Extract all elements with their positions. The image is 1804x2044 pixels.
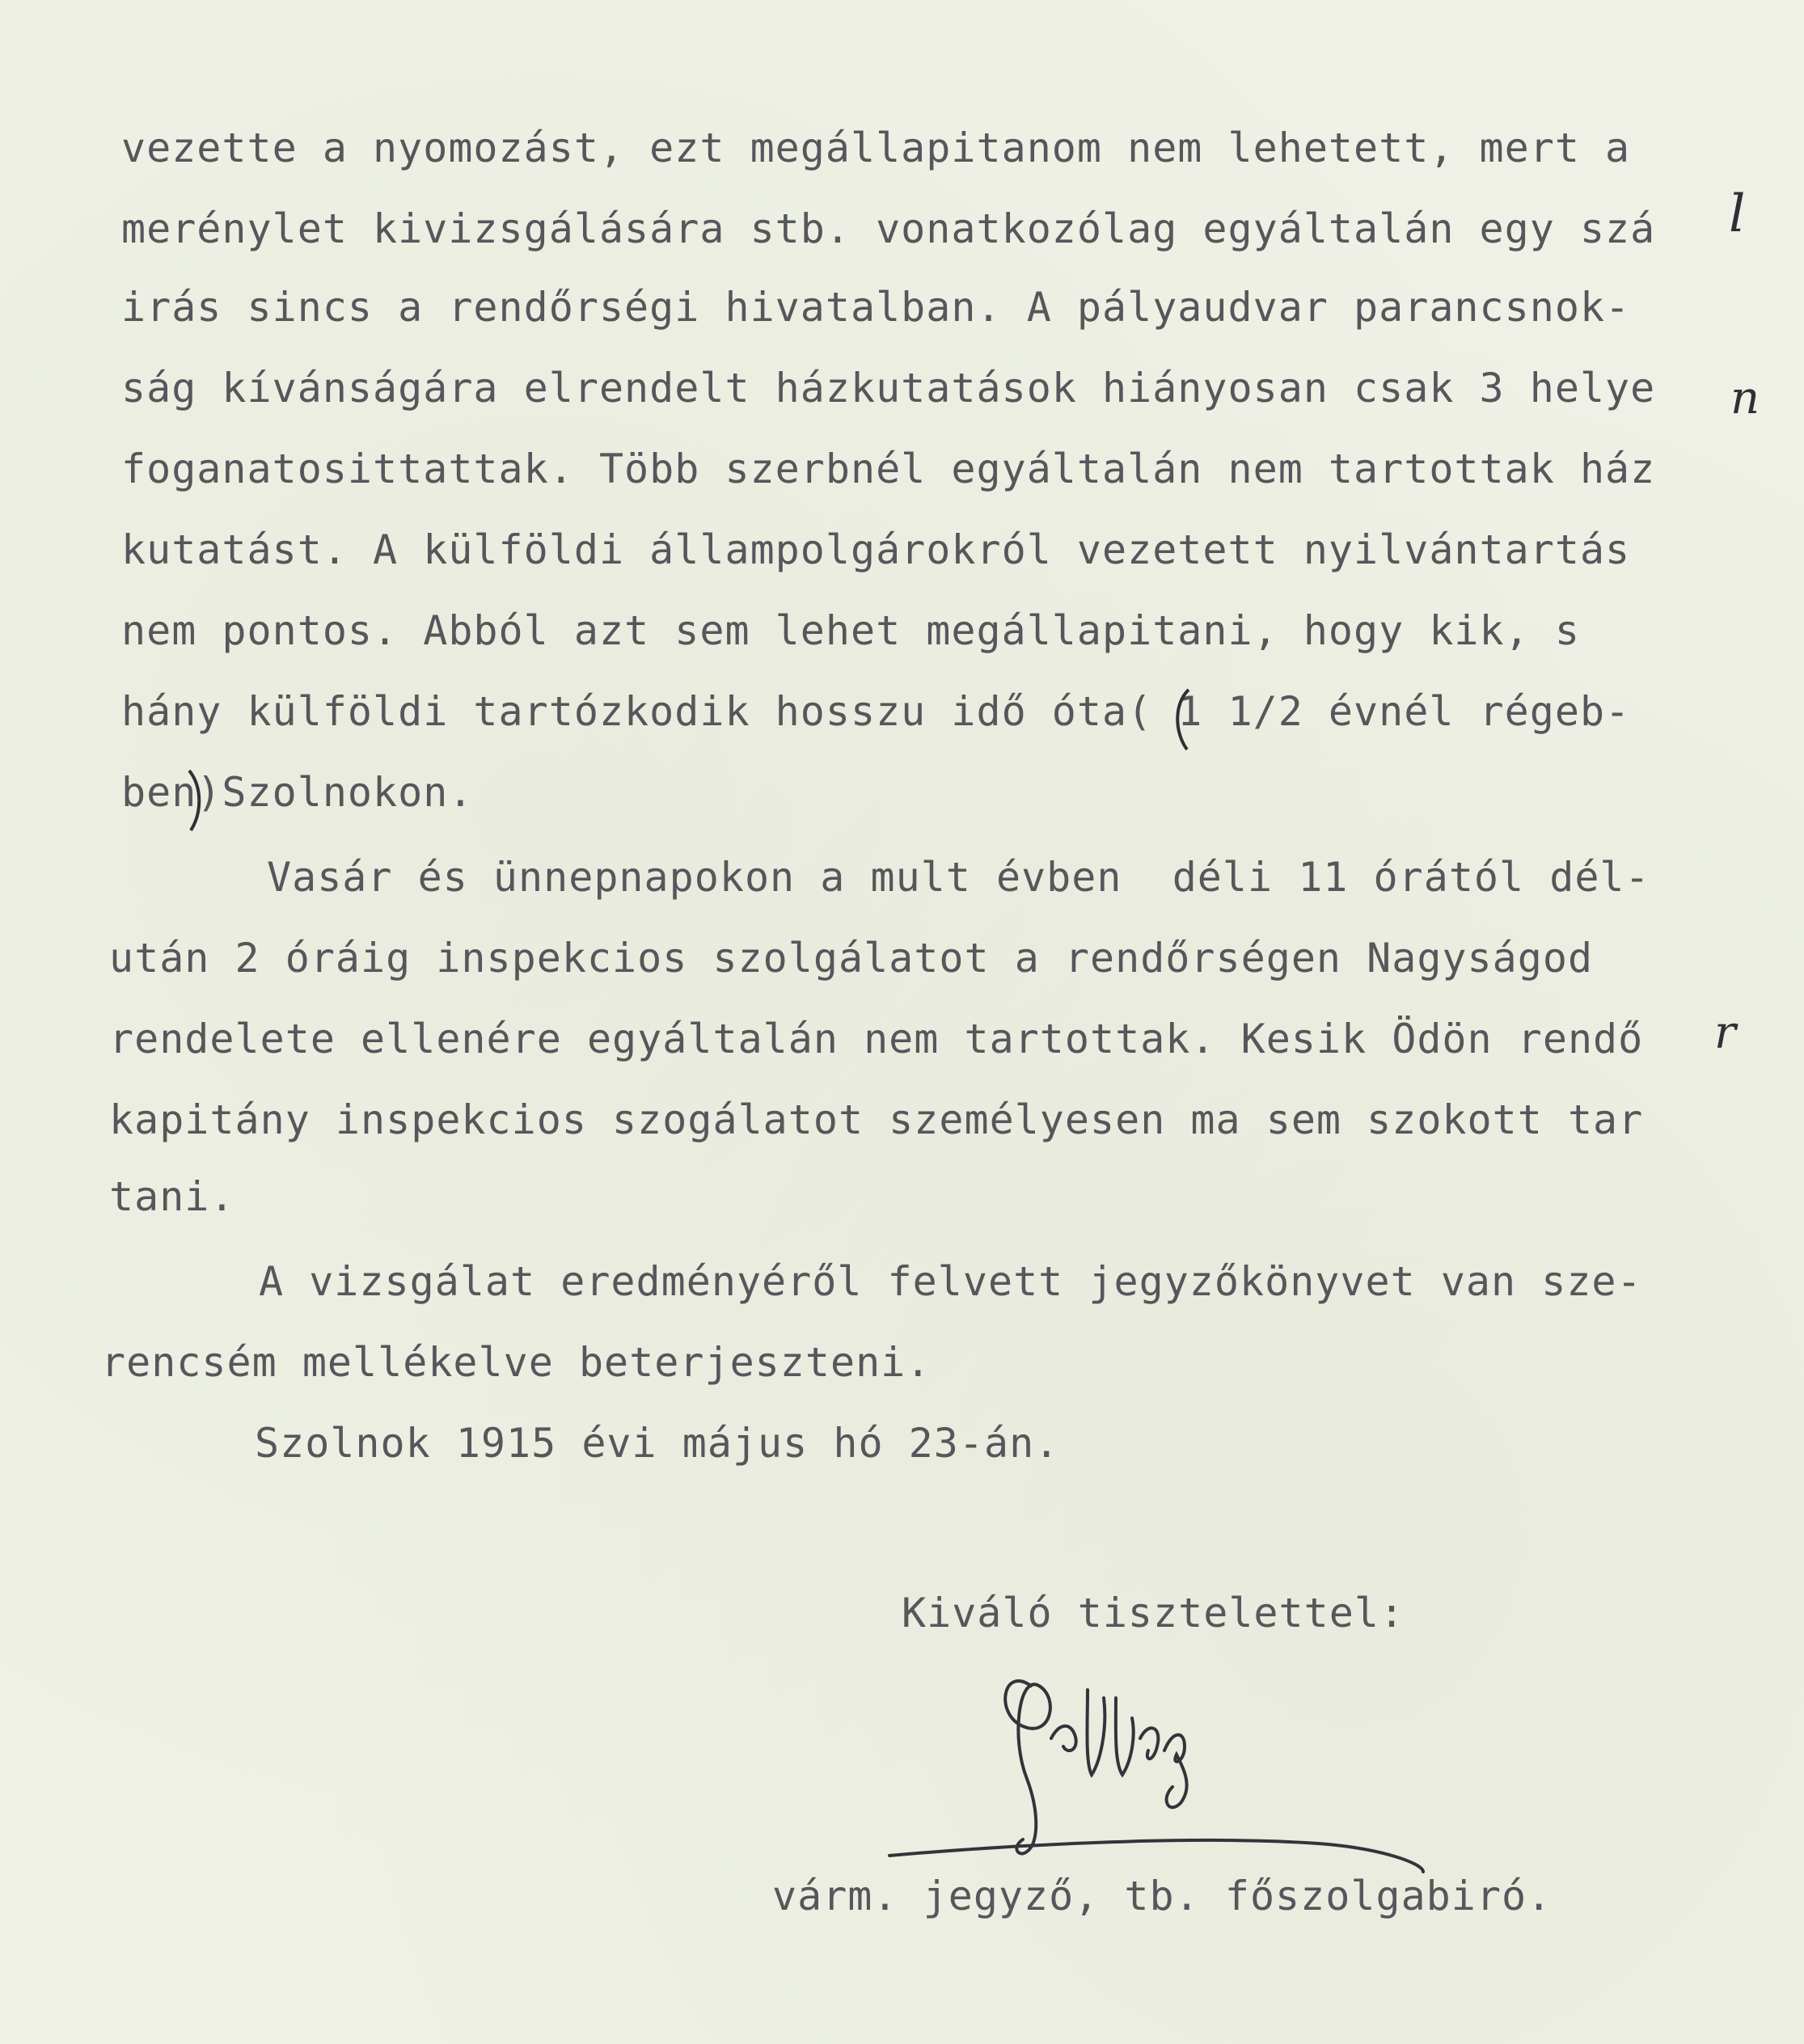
pen-bracket-mark — [184, 764, 209, 837]
text-line: rencsém mellékelve beterjeszteni. — [101, 1339, 932, 1386]
text-line: rendelete ellenére egyáltalán nem tartottak. Kesik Ödön rendő — [109, 1016, 1644, 1062]
text-line: merénylet kivizsgálására stb. vonatkozólag egyáltalán egy szá — [121, 205, 1656, 252]
text-line: nem pontos. Abból azt sem lehet megállapitani, hogy kik, s — [121, 607, 1580, 654]
handwritten-signature — [865, 1641, 1447, 1876]
closing-line: Kiváló tisztelettel: — [902, 1590, 1405, 1636]
text-line: tani. — [109, 1173, 235, 1220]
text-line: után 2 óráig inspekcios szolgálatot a rendőrségen Nagyságod — [109, 935, 1594, 982]
handwritten-correction: r — [1714, 1007, 1736, 1059]
text-line: Vasár és ünnepnapokon a mult évben déli 11 órától dél- — [267, 854, 1650, 901]
text-line: A vizsgálat eredményéről felvett jegyzőkönyvet van sze- — [259, 1258, 1642, 1305]
signature-title: várm. jegyző, tb. főszolgabiró. — [772, 1873, 1553, 1919]
handwritten-correction: n — [1730, 372, 1760, 424]
text-line: ben)Szolnokon. — [121, 769, 474, 816]
text-line: vezette a nyomozást, ezt megállapitanom nem lehetett, mert a — [121, 125, 1631, 171]
text-line: foganatosittattak. Több szerbnél egyáltalán nem tartottak ház — [121, 446, 1656, 492]
text-line: hány külföldi tartózkodik hosszu idő óta( 1 1/2 évnél régeb- — [121, 688, 1631, 735]
text-line: kutatást. A külföldi állampolgárokról vezetett nyilvántartás — [121, 526, 1631, 573]
text-line: irás sincs a rendőrségi hivatalban. A pályaudvar parancsnok- — [121, 284, 1631, 331]
text-line: kapitány inspekcios szogálatot személyesen ma sem szokott tar — [109, 1096, 1644, 1143]
text-line: ság kívánságára elrendelt házkutatások hiányosan csak 3 helye — [121, 365, 1656, 412]
text-line: Szolnok 1915 évi május hó 23-án. — [255, 1420, 1060, 1467]
handwritten-correction: l — [1729, 184, 1746, 244]
pen-bracket-mark — [1164, 683, 1197, 756]
